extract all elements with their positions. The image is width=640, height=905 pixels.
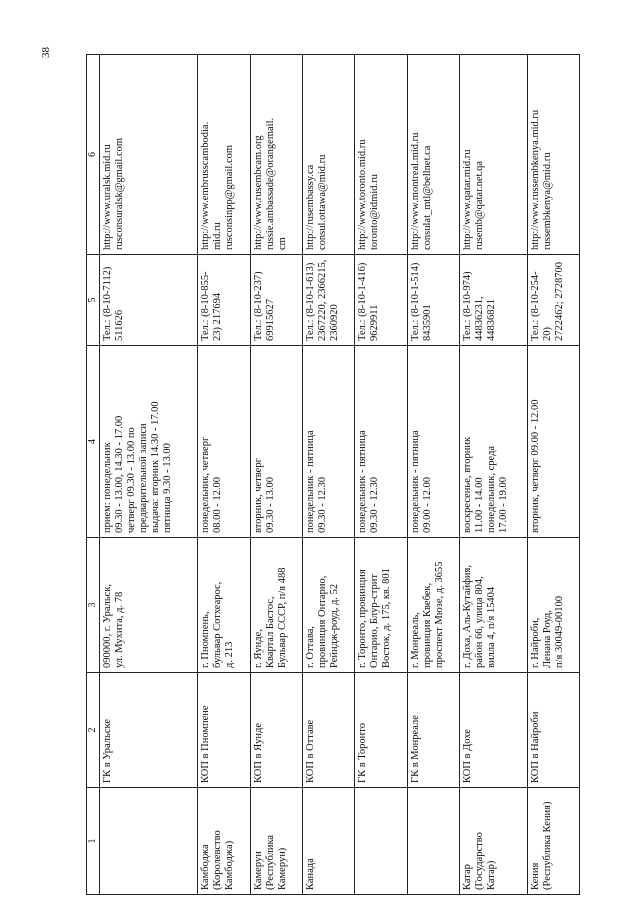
cell-text-line: http://www.montreal.mid.ru xyxy=(409,132,421,250)
contacts-cell xyxy=(407,55,459,255)
country-cell xyxy=(198,788,250,895)
cell-text-line: 17.00 - 19.00 xyxy=(498,477,510,533)
cell-text-line: 2722462; 2728700 xyxy=(553,261,565,341)
phone-cell xyxy=(355,255,407,346)
cell-text-line: понедельник, среда xyxy=(486,445,498,533)
address-cell xyxy=(527,538,579,673)
cell-text-line: Камбоджа) xyxy=(224,840,236,890)
cell-text-line: выдача: вторник 14.30 - 17.00 xyxy=(150,401,162,533)
table-row xyxy=(250,55,302,895)
cell-text-line: ГК в Монреале xyxy=(409,715,421,783)
header-cell-4: 4 xyxy=(87,346,100,538)
cell-text-line: 2367220, 2366215, xyxy=(317,259,329,341)
office-cell xyxy=(100,673,198,788)
office-cell xyxy=(459,673,527,788)
cell-text-line: rusconsinpp@gmail.com xyxy=(224,144,236,250)
cell-text-line: Тел.: (8-10-1-514) xyxy=(409,262,421,341)
cell-text-line: rusconsuralsk@gmail.com xyxy=(114,137,126,250)
cell-text-line: прием: понедельник xyxy=(102,442,113,533)
contacts-cell xyxy=(198,55,250,255)
header-cell-5: 5 xyxy=(87,255,100,346)
cell-text-line: предварительной записи xyxy=(138,423,150,533)
cell-text-line: 44836231, 44836821 xyxy=(474,296,498,341)
cell-text-line: понедельник - пятница xyxy=(409,430,421,533)
phone-cell xyxy=(459,255,527,346)
cell-text-line: г. Найроби, xyxy=(529,617,541,668)
cell-text-line: ГК в Уральске xyxy=(102,719,113,783)
cell-text-line: КОП в Пномпене xyxy=(200,705,212,783)
cell-text-line: Тел.: (8-10-237) 69915627 xyxy=(252,271,276,341)
cell-text-line: 8435901 xyxy=(421,304,433,341)
address-cell xyxy=(100,538,198,673)
cell-text-line: (Королевство xyxy=(212,830,224,890)
country-cell xyxy=(407,788,459,895)
cell-text-line: consul.ottawa@mid.ru xyxy=(317,154,329,250)
cell-text-line: cm xyxy=(276,237,288,250)
office-cell xyxy=(527,673,579,788)
cell-text-line: Онтарио, Блур-стрит xyxy=(369,574,381,668)
table-row xyxy=(355,55,407,895)
contacts-cell xyxy=(459,55,527,255)
cell-text-line: провинция Онтарио, xyxy=(317,575,329,668)
cell-text-line: Кения xyxy=(529,862,541,890)
table-row xyxy=(527,55,579,895)
table-row xyxy=(198,55,250,895)
cell-text-line: 09.00 - 12.00 xyxy=(421,477,433,533)
cell-text-line: Катар xyxy=(461,864,473,890)
table-row xyxy=(100,55,198,895)
cell-text-line: (Государство xyxy=(474,832,486,890)
cell-text-line: пятница 9.30 - 13.00 xyxy=(162,443,174,533)
address-cell xyxy=(250,538,302,673)
office-cell xyxy=(250,673,302,788)
cell-text-line: бульвар Сотхеарос, xyxy=(212,581,224,668)
header-cell-3: 3 xyxy=(87,538,100,673)
cell-text-line: Камерун xyxy=(252,851,264,890)
contacts-cell xyxy=(527,55,579,255)
cell-text-line: Тел.: (8-10-254-20) xyxy=(529,271,553,341)
office-cell xyxy=(302,673,354,788)
cell-text-line: 9629911 xyxy=(369,304,381,341)
cell-text-line: КОП в Дохе xyxy=(461,729,473,783)
cell-text-line: Тел.: (8-10-7112) 511626 xyxy=(102,266,126,341)
contacts-cell xyxy=(302,55,354,255)
cell-text-line: г. Оттава, xyxy=(304,625,316,668)
hours-cell xyxy=(198,346,250,538)
address-cell xyxy=(407,538,459,673)
cell-text-line: (Республика Кения) xyxy=(541,801,553,890)
cell-text-line: 09.30 - 12.30 xyxy=(317,477,329,533)
cell-text-line: вторник, четверг xyxy=(252,458,264,533)
cell-text-line: четверг 09.30 - 13.00 по xyxy=(126,427,138,533)
header-row xyxy=(87,55,100,895)
cell-text-line: КОП в Яунде xyxy=(252,723,264,783)
cell-text-line: Бульвар СССР, п/я 488 xyxy=(276,567,288,668)
cell-text-line: Тел.: (8-10-1-416) xyxy=(357,262,369,341)
phone-cell xyxy=(302,255,354,346)
hours-cell xyxy=(355,346,407,538)
table-row xyxy=(302,55,354,895)
cell-text-line: понедельник - пятница xyxy=(357,430,369,533)
address-cell xyxy=(459,538,527,673)
cell-text-line: mid.ru xyxy=(212,222,224,250)
cell-text-line: вторник, четверг 09.00 - 12.00 xyxy=(529,399,541,533)
phone-cell xyxy=(407,255,459,346)
hours-cell xyxy=(459,346,527,538)
cell-text-line: ул. Мухита, д. 78 xyxy=(114,591,126,668)
header-cell-1: 1 xyxy=(87,788,100,895)
cell-text-line: Рейндж-роуд, д. 52 xyxy=(329,583,341,668)
office-cell xyxy=(407,673,459,788)
header-cell-2: 2 xyxy=(87,673,100,788)
cell-text-line: воскресенье, вторник xyxy=(461,436,473,533)
cell-text-line: http://rusembassy.ca xyxy=(304,164,316,250)
cell-text-line: КОП в Найроби xyxy=(529,711,541,783)
cell-text-line: Ленана Роуд, xyxy=(541,610,553,668)
table-row xyxy=(407,55,459,895)
cell-text-line: http://www.russembkenya.mid.ru xyxy=(529,109,541,250)
header-cell-6: 6 xyxy=(87,55,100,255)
cell-text-line: 08.00 - 12.00 xyxy=(212,477,224,533)
cell-text-line: Катар) xyxy=(486,860,498,890)
cell-text-line: 09.30 - 13.00, 14.30 - 17.00 xyxy=(114,415,126,533)
cell-text-line: п/я 30049-00100 xyxy=(553,596,565,668)
cell-text-line: 2360920 xyxy=(329,304,341,341)
cell-text-line: г. Пномпень, xyxy=(200,611,212,668)
cell-text-line: г. Торонто, провинция xyxy=(357,569,369,668)
cell-text-line: г. Доха, Аль-Кутайфия, xyxy=(461,565,473,668)
consulates-table xyxy=(86,54,580,895)
contacts-cell xyxy=(100,55,198,255)
cell-text-line: http://www.toronto.mid.ru xyxy=(357,139,369,250)
cell-text-line: Камбоджа xyxy=(200,844,212,890)
cell-text-line: Тел.: (8-10-855-23) 217694 xyxy=(200,271,224,341)
country-cell xyxy=(355,788,407,895)
cell-text-line: Тел.: (8-10-1-613) xyxy=(304,262,316,341)
hours-cell xyxy=(100,346,198,538)
cell-text-line: (Республика xyxy=(264,834,276,890)
cell-text-line: вилла 4, п/я 15404 xyxy=(486,586,498,668)
cell-text-line: район 66, улица 804, xyxy=(474,576,486,668)
cell-text-line: проспект Мюзе, д. 3655 xyxy=(433,561,445,668)
cell-text-line: 09.30 - 13.00 xyxy=(264,477,276,533)
address-cell xyxy=(355,538,407,673)
cell-text-line: г. Монреаль, xyxy=(409,612,421,668)
hours-cell xyxy=(527,346,579,538)
phone-cell xyxy=(527,255,579,346)
phone-cell xyxy=(100,255,198,346)
cell-text-line: д. 213 xyxy=(224,641,236,668)
hours-cell xyxy=(302,346,354,538)
cell-text-line: провинция Квебек, xyxy=(421,582,433,668)
cell-text-line: toronto@idmid.ru xyxy=(369,174,381,250)
contacts-cell xyxy=(250,55,302,255)
rotated-table-container xyxy=(86,55,580,895)
cell-text-line: ГК в Торонто xyxy=(357,723,369,783)
country-cell xyxy=(302,788,354,895)
address-cell xyxy=(198,538,250,673)
cell-text-line: Восток, д. 175, кв. 801 xyxy=(381,568,393,668)
cell-text-line: КОП в Оттаве xyxy=(304,719,316,783)
cell-text-line: Квартал Бастос, xyxy=(264,596,276,668)
country-cell xyxy=(527,788,579,895)
cell-text-line: Камерун) xyxy=(276,847,288,890)
page-number: 38 xyxy=(40,47,52,58)
cell-text-line: russie.ambassade@orangemail. xyxy=(264,117,276,250)
country-cell xyxy=(100,788,198,895)
cell-text-line: 090000, г. Уральск, xyxy=(102,583,113,668)
cell-text-line: 11.00 - 14.00 xyxy=(474,477,486,533)
cell-text-line: понедельник, четверг xyxy=(200,436,212,533)
table-row xyxy=(459,55,527,895)
country-cell xyxy=(250,788,302,895)
country-cell xyxy=(459,788,527,895)
contacts-cell xyxy=(355,55,407,255)
cell-text-line: http://www.embrusscambodia. xyxy=(200,121,212,250)
cell-text-line: russembkenya@mid.ru xyxy=(541,152,553,250)
cell-text-line: г. Яунде, xyxy=(252,629,264,668)
address-cell xyxy=(302,538,354,673)
cell-text-line: Канада xyxy=(304,858,316,890)
hours-cell xyxy=(250,346,302,538)
office-cell xyxy=(198,673,250,788)
cell-text-line: понедельник - пятница xyxy=(304,430,316,533)
phone-cell xyxy=(250,255,302,346)
hours-cell xyxy=(407,346,459,538)
cell-text-line: http://www.rusembcam.org xyxy=(252,135,264,250)
cell-text-line: rusemb@qatar.net.qa xyxy=(474,161,486,250)
cell-text-line: http://www.qatar.mid.ru xyxy=(461,149,473,250)
cell-text-line: http://www.uralsk.mid.ru xyxy=(102,144,113,250)
office-cell xyxy=(355,673,407,788)
cell-text-line: consulat_mtl@bellnet.ca xyxy=(421,145,433,250)
cell-text-line: 09.30 - 12.30 xyxy=(369,477,381,533)
phone-cell xyxy=(198,255,250,346)
cell-text-line: Тел.: (8-10-974) xyxy=(461,271,473,341)
